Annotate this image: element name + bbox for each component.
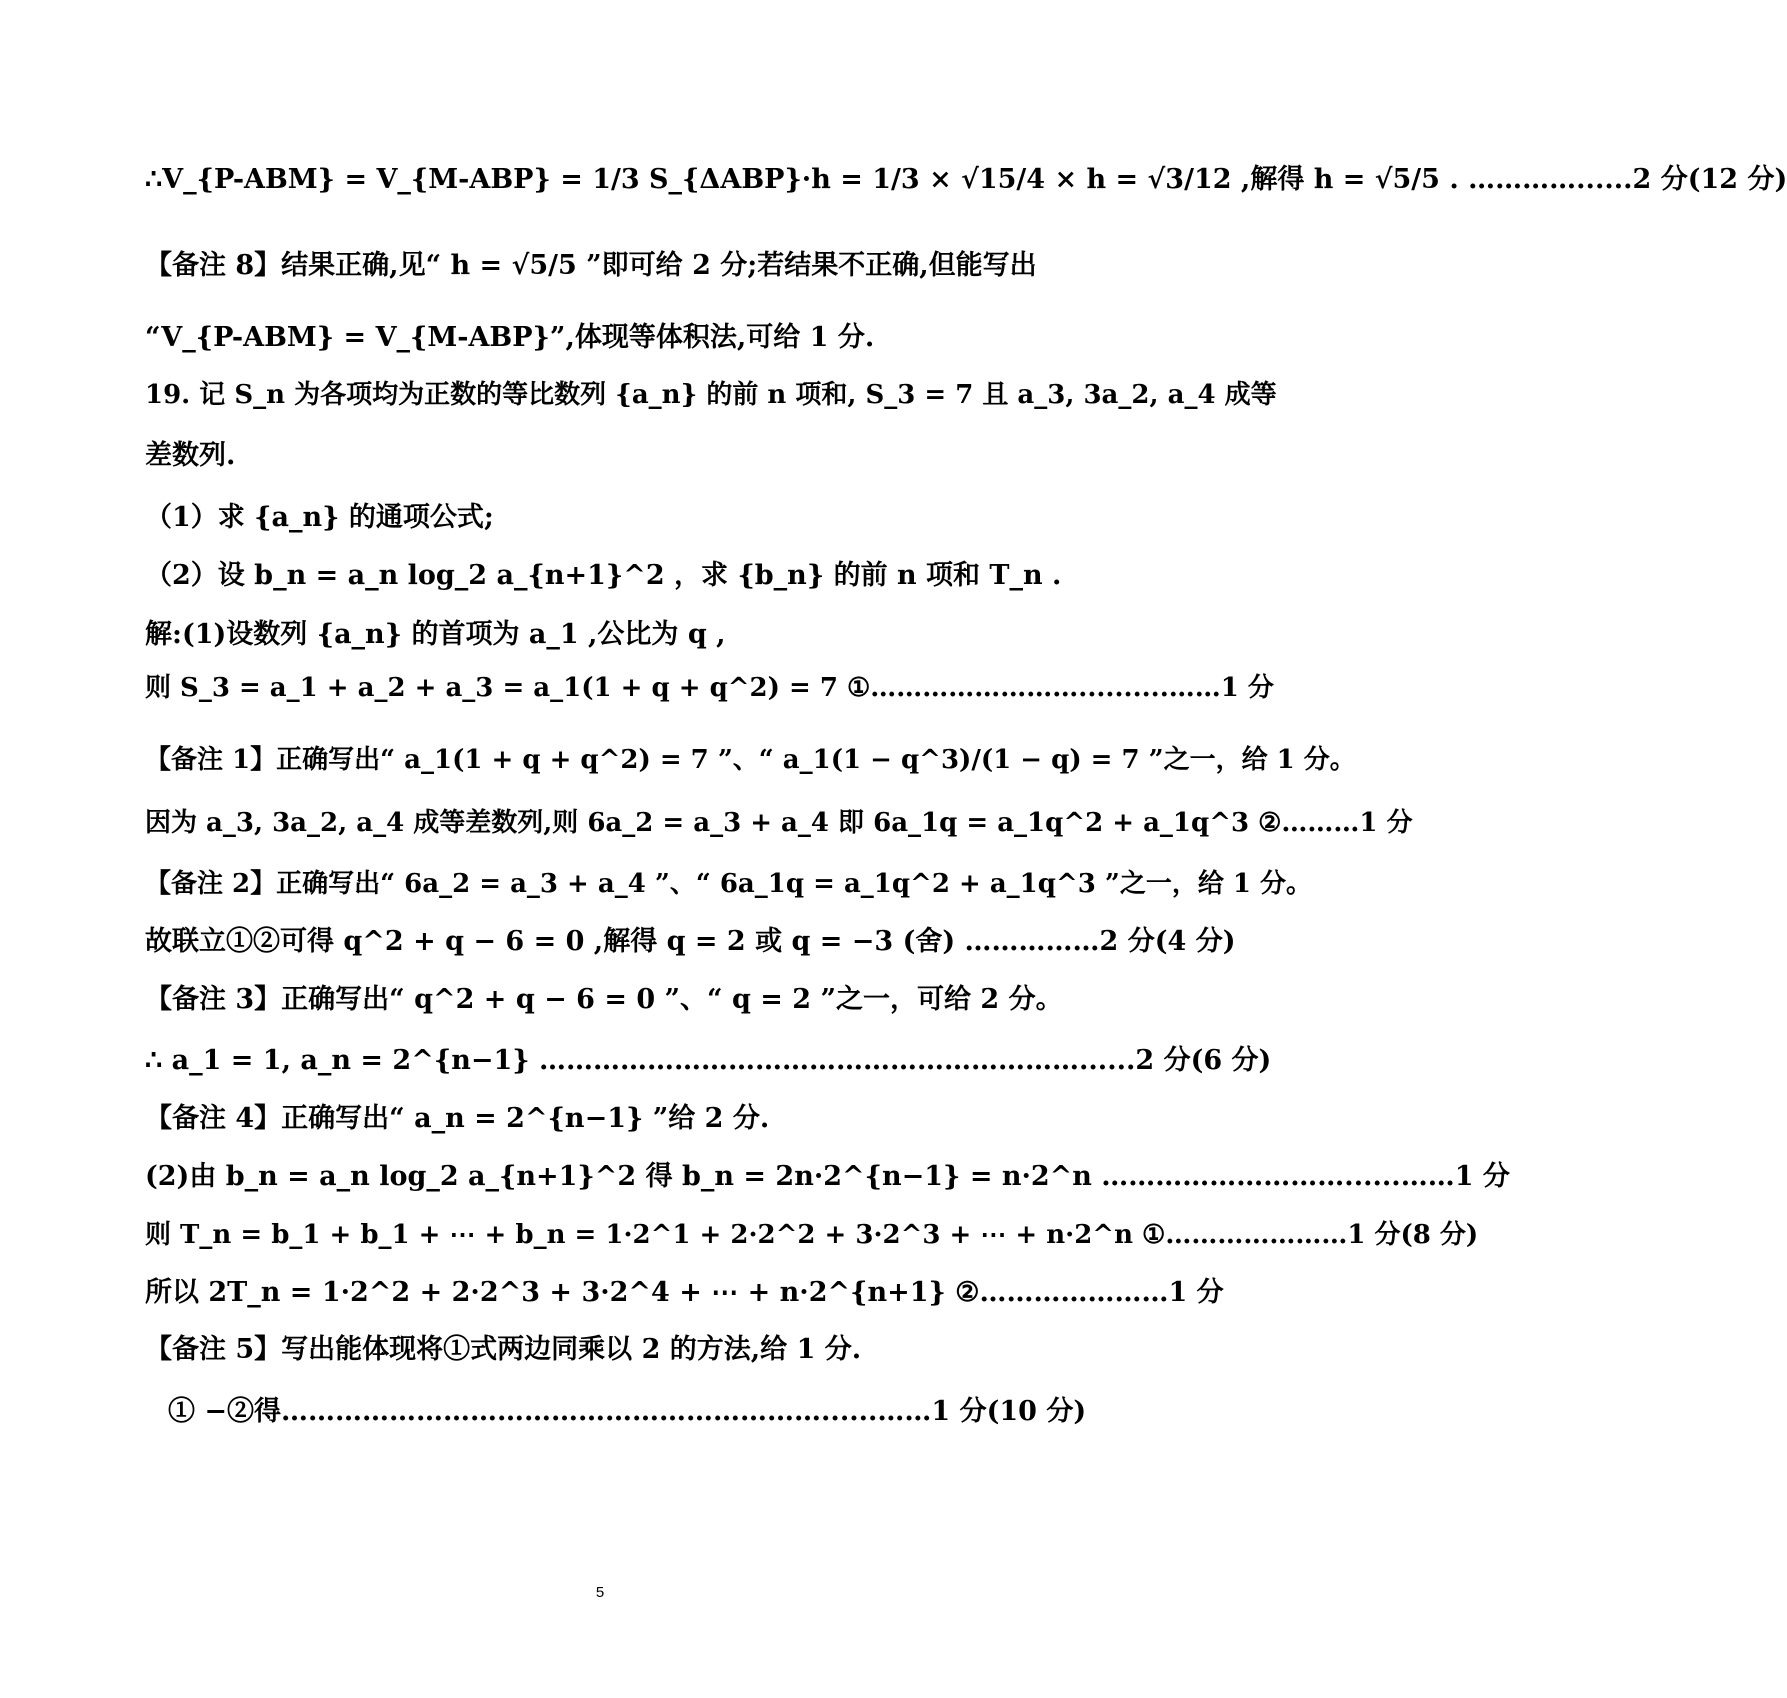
question-19-line-1: 19. 记 S_n 为各项均为正数的等比数列 {a_n} 的前 n 项和, S_3 = 7 且 a_3, 3a_2, a_4 成等 (145, 380, 1277, 410)
solution-s3-line: 则 S_3 = a_1 + a_2 + a_3 = a_1(1 + q + q^2) = 7 ①……………………..........……1 分 (145, 673, 1274, 703)
solution-arith-line: 因为 a_3, 3a_2, a_4 成等差数列,则 6a_2 = a_3 + a_4 即 6a_1q = a_1q^2 + a_1q^3 ②………1 分 (145, 808, 1413, 838)
solution-q-line: 故联立①②可得 q^2 + q − 6 = 0 ,解得 q = 2 或 q = −3 (舍) ……………2 分(4 分) (145, 926, 1236, 957)
solution-bn-line: (2)由 b_n = a_n log_2 a_{n+1}^2 得 b_n = 2n·2^{n−1} = n·2^n ………………………......……1 分 (145, 1161, 1510, 1192)
remark-8-line-2: “V_{P-ABM} = V_{M-ABP}”,体现等体积法,可给 1 分. (145, 322, 875, 353)
solution-tn-line: 则 T_n = b_1 + b_1 + ⋯ + b_n = 1·2^1 + 2·2^2 + 3·2^3 + ⋯ + n·2^n ①…………………1 分(8 分) (145, 1220, 1479, 1250)
remark-2: 【备注 2】正确写出“ 6a_2 = a_3 + a_4 ”、“ 6a_1q = a_1q^2 + a_1q^3 ”之一，给 1 分。 (145, 869, 1313, 899)
solution-an-line: ∴ a_1 = 1, a_n = 2^{n−1} ……………………………………………………......2 分(6 分) (145, 1045, 1272, 1076)
remark-5: 【备注 5】写出能体现将①式两边同乘以 2 的方法,给 1 分. (145, 1334, 862, 1365)
solution-line-volume: ∴V_{P-ABM} = V_{M-ABP} = 1/3 S_{ΔABP}·h = 1/3 × √15/4 × h = √3/12 ,解得 h = √5/5 . …………......2 分(12 分) (145, 164, 1787, 195)
solution-2tn-line: 所以 2T_n = 1·2^2 + 2·2^3 + 3·2^4 + ⋯ + n·2^{n+1} ②…………………1 分 (145, 1277, 1224, 1308)
question-19-line-2: 差数列. (145, 440, 236, 471)
question-19-part-1: （1）求 {a_n} 的通项公式; (145, 502, 494, 533)
question-19-part-2: （2）设 b_n = a_n log_2 a_{n+1}^2 ，求 {b_n} 的前 n 项和 T_n . (145, 560, 1062, 591)
remark-4: 【备注 4】正确写出“ a_n = 2^{n−1} ”给 2 分. (145, 1103, 770, 1134)
solution-subtract-line: ① −②得……………………………………………………......……1 分(10 分) (168, 1396, 1087, 1427)
page-number: 5 (595, 1584, 605, 1601)
remark-1: 【备注 1】正确写出“ a_1(1 + q + q^2) = 7 ”、“ a_1(1 − q^3)/(1 − q) = 7 ”之一，给 1 分。 (145, 745, 1356, 775)
remark-8-line-1: 【备注 8】结果正确,见“ h = √5/5 ”即可给 2 分;若结果不正确,但能写出 (145, 250, 1037, 281)
solution-intro: 解:(1)设数列 {a_n} 的首项为 a_1 ,公比为 q , (145, 619, 726, 650)
remark-3: 【备注 3】正确写出“ q^2 + q − 6 = 0 ”、“ q = 2 ”之一，可给 2 分。 (145, 984, 1063, 1015)
